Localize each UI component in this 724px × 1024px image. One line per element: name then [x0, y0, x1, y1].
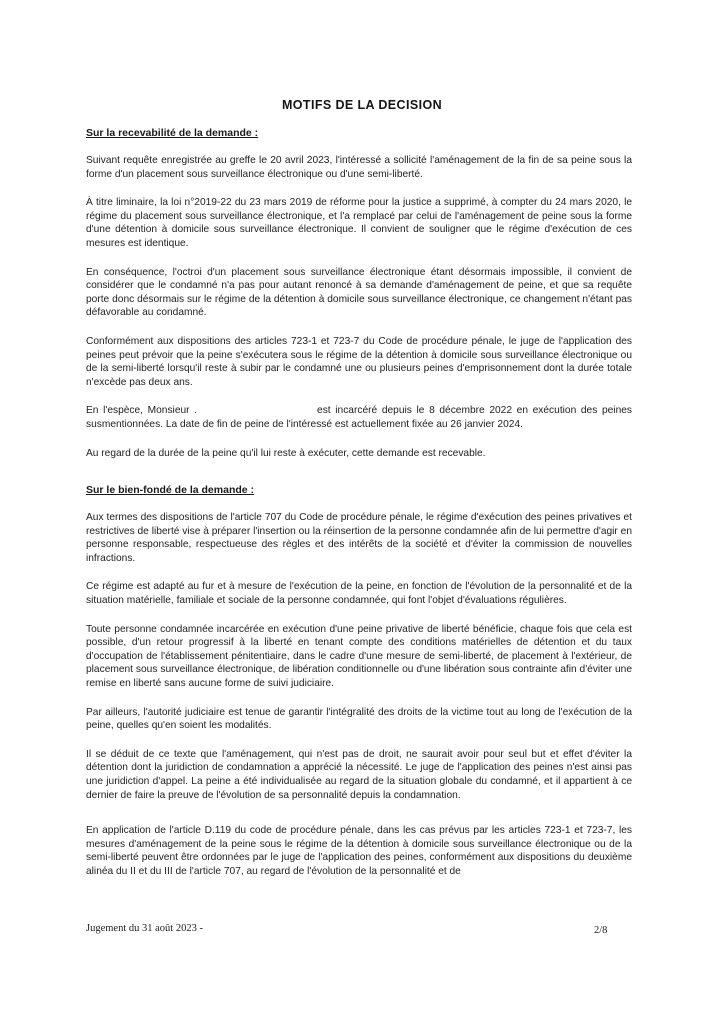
paragraph: En conséquence, l'octroi d'un placement sous surveillance électronique étant désormais impossible, il convient de considérer que le condamné n'a pas pour autant renoncé à sa demande d'aménagement de peine, et que sa requête porte donc désormais sur le régime de la détention à domicile sous surveillance électronique, ce changement n'étant pas défavorable au condamné. [86, 266, 632, 319]
paragraph: À titre liminaire, la loi n°2019-22 du 23 mars 2019 de réforme pour la justice a supprimé, à compter du 24 mars 2020, le régime du placement sous surveillance électronique, et l'a remplacé par celui de l'aménagement de peine sous la forme d'une détention à domicile sous surveillance électronique. Il convient de souligner que le régime d'exécution de ces mesures est identique. [86, 197, 632, 249]
paragraph: Toute personne condamnée incarcérée en exécution d'une peine privative de liberté bénéficie, chaque fois que cela est possible, d'un retour progressif à la liberté en tenant compte des conditions matérielles de détention et du taux d'occupation de l'établissement pénitentiaire, dans le cadre d'une mesure de semi-liberté, de placement à l'extérieur, de placement sous surveillance électronique, de libération conditionnelle ou d'une libération sous contrainte afin d'éviter une remise en liberté sans aucune forme de suivi judiciaire. [86, 623, 632, 690]
paragraph-espece-prefix: En l'espèce, Monsieur . [86, 405, 198, 417]
paragraph: Suivant requête enregistrée au greffe le 20 avril 2023, l'intéressé a sollicité l'aménagement de la fin de sa peine sous la forme d'un placement sous surveillance électronique ou d'une semi-liberté. [86, 155, 632, 180]
section-heading-recevabilite: Sur la recevabilité de la demande : [86, 127, 259, 139]
paragraph: Il se déduit de ce texte que l'aménagement, qui n'est pas de droit, ne saurait avoir pour seul but et effet d'éviter la détention dont la juridiction de condamnation a apprécié la nécessité. Le juge de l'application des peines n'est ainsi pas une juridiction d'appel. La peine a été individualisée au regard de la situation globale du condamné, et il appartient à ce dernier de faire la preuve de l'évolution de sa personnalité depuis la condamnation. [86, 748, 632, 801]
paragraph-espece [86, 404, 632, 431]
page-number: 2/8 [594, 925, 608, 936]
paragraph: Conformément aux dispositions des articles 723-1 et 723-7 du Code de procédure pénale, le juge de l'application des peines peut prévoir que la peine s'exécutera sous le régime de la détention à domicile sous surveillance électronique ou de la semi-liberté lorsqu'il reste à subir par le condamné une ou plusieurs peines d'emprisonnement dont la durée totale n'excède pas deux ans. [86, 335, 632, 388]
section-heading-bien-fonde: Sur le bien-fondé de la demande : [86, 484, 255, 497]
paragraph-espece-text: est incarcéré depuis le 8 décembre 2022 en exécution des peines susmentionnées. La date de fin de peine de l'intéressé est actuellement fixée au 26 janvier 2024. [86, 405, 632, 430]
paragraph: Aux termes des dispositions de l'article 707 du Code de procédure pénale, le régime d'exécution des peines privatives et restrictives de liberté vise à préparer l'insertion ou la réinsertion de la personne condamnée afin de lui permettre d'agir en personne responsable, respectueuse des règles et des intérêts de la société et d'éviter la commission de nouvelles infractions. [86, 512, 632, 564]
document-title: MOTIFS DE LA DECISION [281, 98, 443, 112]
document-body [86, 127, 632, 894]
paragraph: Par ailleurs, l'autorité judiciaire est tenue de garantir l'intégralité des droits de la victime tout au long de l'exécution de la peine, quelles qu'en soient les modalités. [86, 706, 632, 732]
paragraph: Au regard de la durée de la peine qu'il lui reste à exécuter, cette demande est recevable. [86, 447, 486, 459]
footer-judgment-date: Jugement du 31 août 2023 - [86, 923, 203, 934]
paragraph: Ce régime est adapté au fur et à mesure de l'exécution de la peine, en fonction de l'évolution de la personnalité et de la situation matérielle, familiale et sociale de la personne condamnée, qui font l'objet d'évaluations régulières. [86, 581, 632, 607]
paragraph: En application de l'article D.119 du code de procédure pénale, dans les cas prévus par les articles 723-1 et 723-7, les mesures d'aménagement de la peine sous le régime de la détention à domicile sous surveillance électronique ou de la semi-liberté peuvent être ordonnées par le juge de l'application des peines, conformément aux dispositions du deuxième alinéa du II et du III de l'article 707, au regard de l'évolution de la personnalité et de [86, 825, 632, 877]
